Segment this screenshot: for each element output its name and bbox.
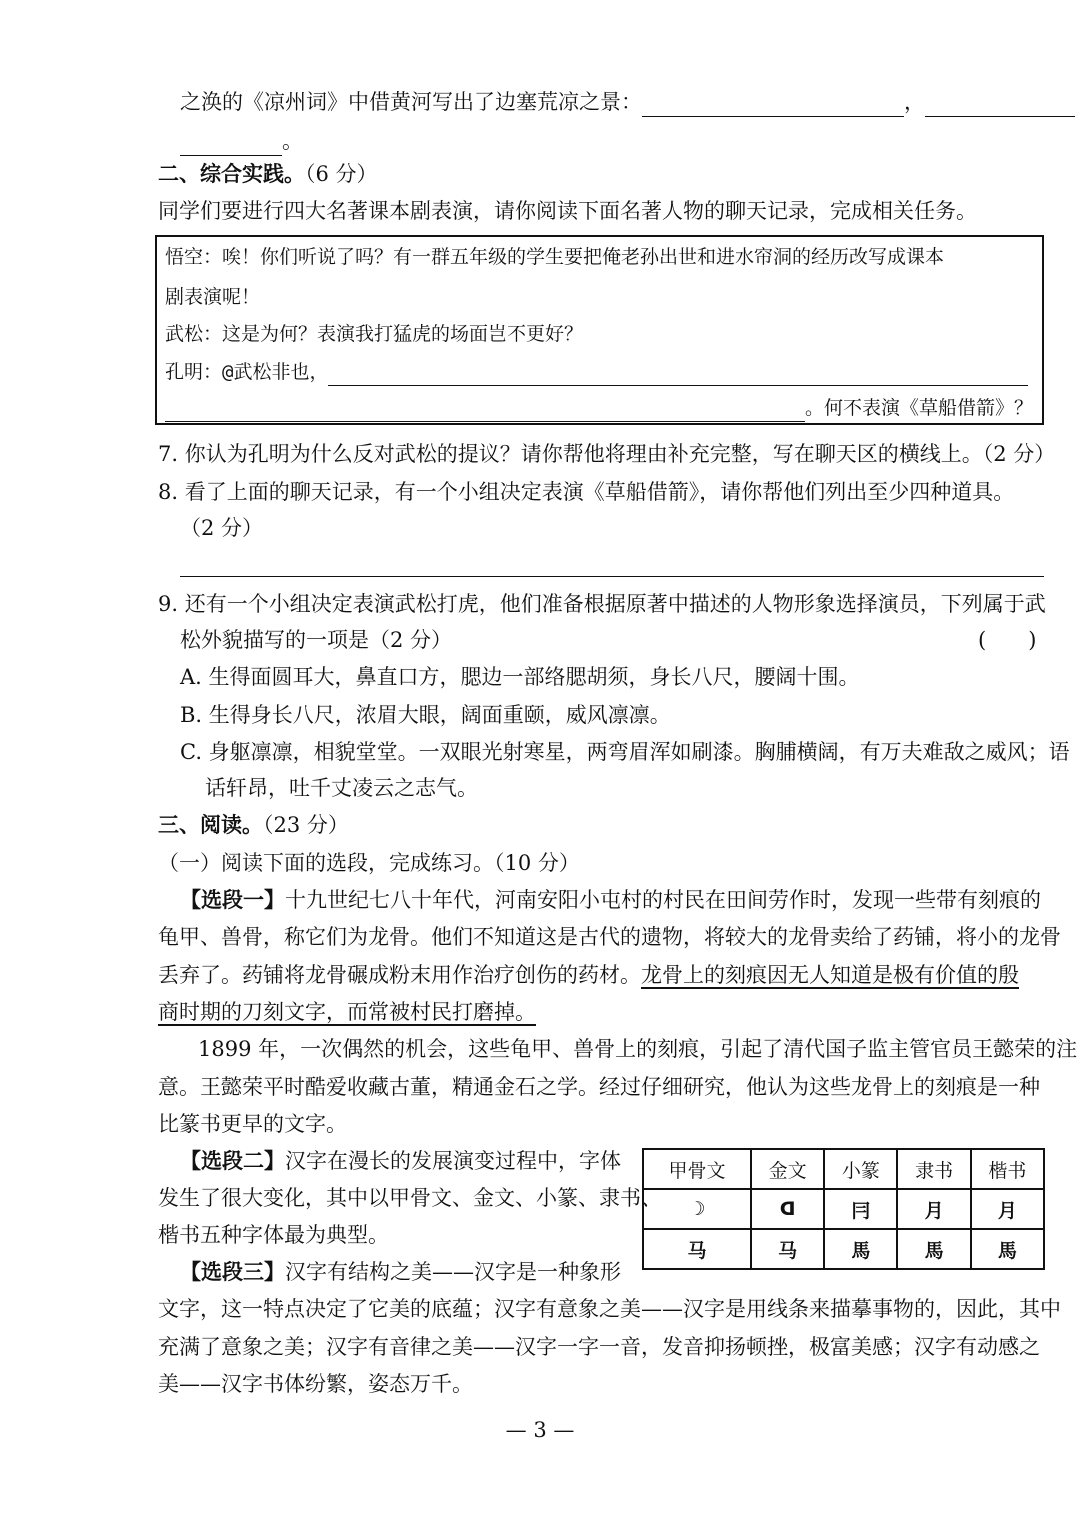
chat-kongming [165,358,1028,386]
passage-1-line-2: 龟甲、兽骨，称它们为龙骨。他们不知道这是古代的遗物，将较大的龙骨卖给了药铺，将小的龙骨 [158,925,1061,949]
passage-1-text: 十九世纪七八十年代，河南安阳小屯村的村民在田间劳作时，发现一些带有刻痕的 [285,888,1041,912]
font-table-header-row [643,1149,1044,1189]
passage-2-text: 汉字在漫长的发展演变过程中，字体 [285,1149,621,1173]
passage-1-para-2-line-2: 意。王懿荣平时酷爱收藏古董，精通金石之学。经过仔细研究，他认为这些龙骨上的刻痕是一种 [158,1075,1040,1099]
period: 。 [282,129,303,153]
question-8: 8. 看了上面的聊天记录，有一个小组决定表演《草船借箭》，请你帮他们列出至少四种道具。 [158,480,1015,504]
chat-wukong-line-1: 悟空：唉！你们听说了吗？有一群五年级的学生要把俺老孙出世和进水帘洞的经历改写成课本 [165,246,945,268]
kongming-answer-blank-1[interactable] [328,363,1028,386]
font-table-horse-row [643,1229,1044,1269]
font-header-oracle: 甲骨文 [643,1149,751,1189]
passage-3-label: 【选段三】 [180,1260,285,1284]
font-header-bronze: 金文 [751,1149,824,1189]
answer-blank-2[interactable] [925,94,1075,117]
chat-kongming-text: 孔明：@武松非也， [165,361,329,383]
option-c-line-1: C. 身躯凛凛，相貌堂堂。一双眼光射寒星，两弯眉浑如刷漆。胸脯横阔，有万夫难敌之威风；语 [180,740,1070,764]
passage-1-text-3a: 丢弃了。药铺将龙骨碾成粉末用作治疗创伤的药材。 [158,963,641,987]
question-9-answer-paren[interactable]: ( ) [978,628,1037,652]
question-8-score: （2 分） [180,516,264,540]
section-2-score: （6 分） [305,162,378,186]
section-3-score: （23 分） [263,813,349,837]
passage-2-line-1 [180,1146,621,1176]
moon-bronze-glyph: ᗡ [751,1189,824,1229]
section-2-intro: 同学们要进行四大名著课本剧表演，请你阅读下面名著人物的聊天记录，完成相关任务。 [158,199,977,223]
passage-1-line-1 [180,885,1041,915]
passage-1-para-2-line-3: 比篆书更早的文字。 [158,1112,347,1136]
comma: ， [904,90,925,114]
font-header-regular: 楷书 [971,1149,1044,1189]
chat-kongming-end-text: 。何不表演《草船借箭》？ [805,397,1034,419]
reading-1-heading: （一）阅读下面的选段，完成练习。（10 分） [158,851,580,875]
passage-1-label: 【选段一】 [180,888,285,912]
poem-question-line-2 [180,126,303,156]
poem-question-line [180,87,1075,117]
font-evolution-table [642,1148,1045,1270]
underlined-sentence-part-1: 龙骨上的刻痕因无人知道是极有价值的殷 [641,963,1019,987]
option-b: B. 生得身长八尺，浓眉大眼，阔面重颐，威风凛凛。 [180,703,671,727]
question-9-line-1: 9. 还有一个小组决定表演武松打虎，他们准备根据原著中描述的人物形象选择演员，下列属于武 [158,592,1046,616]
section-3-heading [158,810,349,840]
poem-question-text: 之涣的《凉州词》中借黄河写出了边塞荒凉之景： [180,90,642,114]
section-3-title: 三、阅读。 [158,813,263,837]
passage-3-text: 汉字有结构之美——汉字是一种象形 [285,1260,621,1284]
passage-1-line-3 [158,960,1019,990]
font-header-clerical: 隶书 [897,1149,970,1189]
font-header-small-seal: 小篆 [824,1149,897,1189]
passage-3-line-1 [180,1257,621,1287]
chat-record-box [155,235,1044,425]
passage-3-line-4: 美——汉字书体纷繁，姿态万千。 [158,1372,473,1396]
chat-wusong: 武松：这是为何？表演我打猛虎的场面岂不更好？ [165,323,584,345]
option-c-line-2: 话轩昂，吐千丈凌云之志气。 [205,776,478,800]
horse-seal-glyph: 馬 [824,1229,897,1269]
chat-kongming-end [165,394,1033,422]
kongming-answer-blank-2[interactable] [165,399,805,422]
section-2-title: 二、综合实践。 [158,162,305,186]
passage-3-line-2: 文字，这一特点决定了它美的底蕴；汉字有意象之美——汉字是用线条来描摹事物的，因此，其中 [158,1297,1061,1321]
passage-2-label: 【选段二】 [180,1149,285,1173]
question-7: 7. 你认为孔明为什么反对武松的提议？请你帮他将理由补充完整，写在聊天区的横线上。（2 分） [158,442,1056,466]
moon-clerical-glyph: 月 [897,1189,970,1229]
horse-oracle-glyph: 马 [643,1229,751,1269]
underlined-sentence-part-2: 商时期的刀刻文字，而常被村民打磨掉。 [158,1000,536,1024]
question-9-line-2: 松外貌描写的一项是（2 分） [180,628,453,652]
horse-regular-glyph: 馬 [971,1229,1044,1269]
answer-blank-1[interactable] [642,94,904,117]
horse-clerical-glyph: 馬 [897,1229,970,1269]
passage-2-line-3: 楷书五种字体最为典型。 [158,1223,389,1247]
moon-oracle-glyph: ☽ [643,1189,751,1229]
question-8-answer-line[interactable] [180,576,1044,577]
moon-seal-glyph: 冃 [824,1189,897,1229]
passage-3-line-3: 充满了意象之美；汉字有音律之美——汉字一字一音，发音抑扬顿挫，极富美感；汉字有动感之 [158,1335,1040,1359]
option-a: A. 生得面圆耳大，鼻直口方，腮边一部络腮胡须，身长八尺，腰阔十围。 [180,665,860,689]
horse-bronze-glyph: 马 [751,1229,824,1269]
answer-blank-3[interactable] [180,133,282,156]
chat-wukong-line-2: 剧表演呢！ [165,286,261,308]
page-number: — 3 — [505,1418,575,1442]
passage-1-line-4 [158,997,536,1027]
section-2-heading [158,159,378,189]
font-table-moon-row [643,1189,1044,1229]
moon-regular-glyph: 月 [971,1189,1044,1229]
passage-1-para-2-line-1: 1899 年，一次偶然的机会，这些龟甲、兽骨上的刻痕，引起了清代国子监主管官员王懿荣的注 [198,1037,1078,1061]
passage-2-line-2: 发生了很大变化，其中以甲骨文、金文、小篆、隶书、 [158,1186,662,1210]
